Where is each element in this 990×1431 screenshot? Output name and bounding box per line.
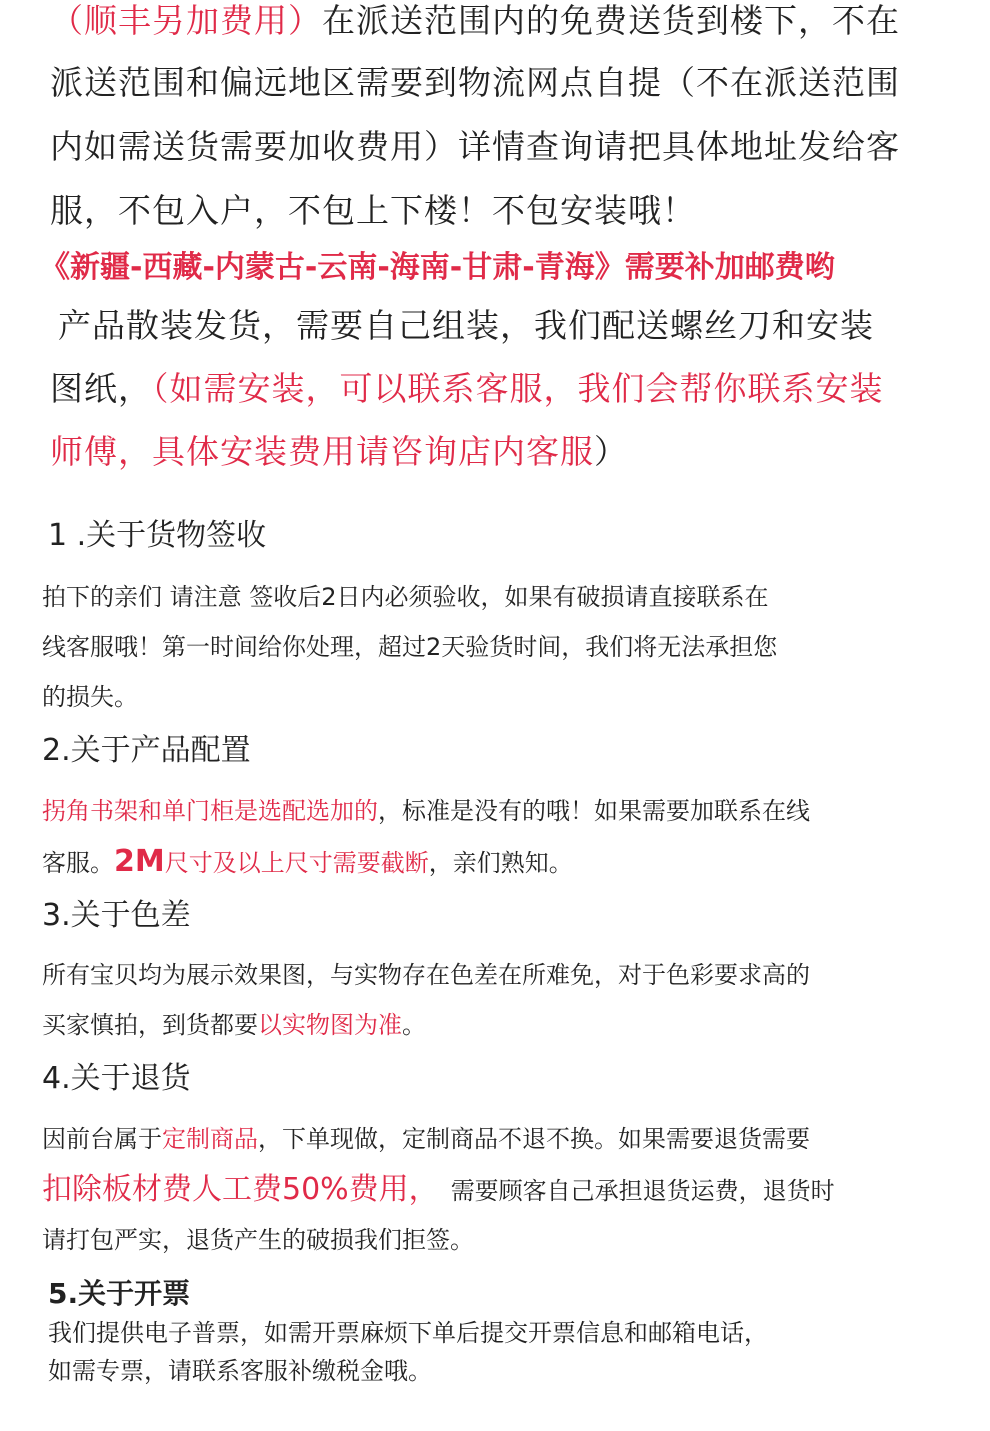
section-1-line-1: 拍下的亲们 请注意 签收后2日内必须验收，如果有破损请直接联系在 bbox=[42, 583, 769, 611]
section-3-line-1: 所有宝贝均为展示效果图，与实物存在色差在所难免，对于色彩要求高的 bbox=[42, 961, 810, 989]
section-3-line-2 bbox=[42, 1000, 990, 1051]
optional-items: 拐角书架和单门柜是选配选加的 bbox=[42, 797, 378, 825]
section-5-heading: 5.关于开票 bbox=[48, 1277, 191, 1310]
section-4-heading: 4.关于退货 bbox=[42, 1061, 191, 1096]
section-3-text-2: 。 bbox=[402, 1011, 426, 1039]
section-4-text-1: 因前台属于 bbox=[42, 1125, 162, 1153]
section-2-text-3: ，亲们熟知。 bbox=[428, 849, 573, 877]
intro-text-1: 在派送范围内的免费送货到楼下，不在 bbox=[322, 1, 900, 40]
remote-regions-notice: 《新疆-西藏-内蒙古-云南-海南-甘肃-青海》需要补加邮费哟 bbox=[40, 250, 835, 285]
section-4-line-3: 请打包严实，退货产生的破损我们拒签。 bbox=[42, 1226, 474, 1254]
section-4-text-3: 需要顾客自己承担退货运费，退货时 bbox=[450, 1177, 835, 1205]
cut-notice: 尺寸及以上尺寸需要截断 bbox=[164, 849, 429, 877]
section-2-line-2 bbox=[42, 836, 990, 889]
install-notice: （如需安装，可以联系客服，我们会帮你联系安装 bbox=[152, 369, 884, 408]
intro-line-2: 派送范围和偏远地区需要到物流网点自提（不在派送范围 bbox=[50, 63, 900, 102]
section-2-text-1: ，标准是没有的哦！如果需要加联系在线 bbox=[378, 797, 810, 825]
section-1-line-3: 的损失。 bbox=[42, 683, 138, 711]
drawings-text: 图纸， bbox=[50, 369, 152, 408]
install-fee-notice: 师傅，具体安装费用请咨询店内客服 bbox=[50, 432, 594, 471]
section-2-line-1 bbox=[42, 786, 990, 837]
section-4-line-2 bbox=[42, 1164, 990, 1217]
section-4-line-1 bbox=[42, 1114, 990, 1165]
intro-line-6: 产品散装发货，需要自己组装，我们配送螺丝刀和安装 bbox=[58, 306, 874, 345]
custom-goods: 定制商品 bbox=[162, 1125, 258, 1153]
section-1-line-2: 线客服哦！第一时间给你处理，超过2天验货时间，我们将无法承担您 bbox=[42, 633, 778, 661]
section-3-text-1: 买家慎拍，到货都要 bbox=[42, 1011, 258, 1039]
size-2m: 2M bbox=[114, 844, 165, 879]
actual-photo-notice: 以实物图为准 bbox=[258, 1011, 402, 1039]
section-5-line-1: 我们提供电子普票，如需开票麻烦下单后提交开票信息和邮箱电话， bbox=[48, 1319, 768, 1347]
section-4-text-2: ，下单现做，定制商品不退不换。如果需要退货需要 bbox=[258, 1125, 810, 1153]
section-2-heading: 2.关于产品配置 bbox=[42, 733, 251, 768]
sf-extra-fee: （顺丰另加费用） bbox=[50, 1, 322, 40]
return-fee-notice: 扣除板材费人工费50%费用， bbox=[42, 1172, 439, 1207]
section-2-text-2: 客服。 bbox=[42, 849, 114, 877]
intro-line-7 bbox=[50, 358, 990, 419]
intro-line-1 bbox=[50, 0, 990, 51]
intro-line-8 bbox=[50, 421, 990, 482]
section-1-heading: 1 .关于货物签收 bbox=[48, 518, 267, 553]
section-3-heading: 3.关于色差 bbox=[42, 898, 191, 933]
section-5-line-2: 如需专票，请联系客服补缴税金哦。 bbox=[48, 1357, 432, 1385]
close-paren: ） bbox=[594, 432, 628, 471]
intro-line-3: 内如需送货需要加收费用）详情查询请把具体地址发给客 bbox=[50, 127, 900, 166]
intro-line-4: 服，不包入户，不包上下楼！不包安装哦！ bbox=[50, 191, 696, 230]
